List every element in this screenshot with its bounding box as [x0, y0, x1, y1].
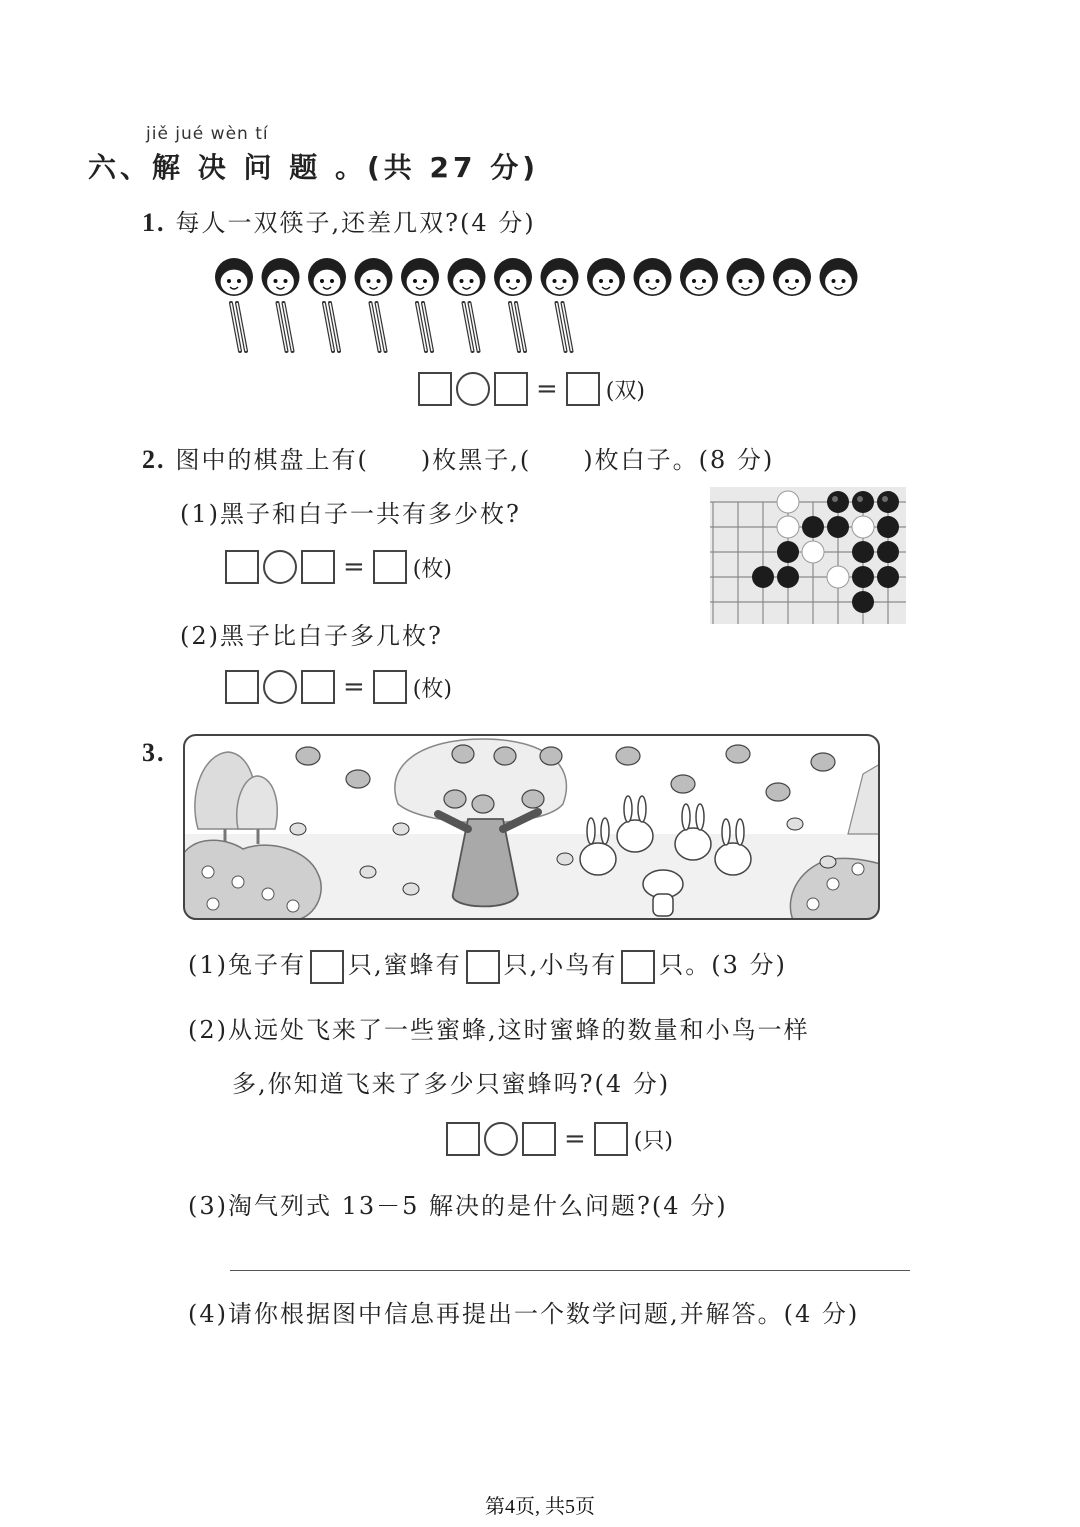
go-board-image — [710, 487, 906, 624]
q3-2-answer-box-2[interactable] — [522, 1122, 556, 1156]
person-face-icon — [680, 258, 718, 296]
chopsticks-icon — [324, 303, 339, 351]
q3-sub3: (3)淘气列式 13－5 解决的是什么问题?(4 分) — [188, 1192, 728, 1220]
q2-1-answer-box-2[interactable] — [301, 550, 335, 584]
q2-number: 2. — [142, 445, 166, 474]
section-title: 六、解 决 问 题 。(共 27 分) — [88, 151, 540, 184]
q2-2-operator-circle[interactable] — [263, 670, 297, 704]
person-face-icon — [215, 258, 253, 296]
q2-prompt — [142, 440, 774, 475]
q3-prompt — [142, 738, 176, 768]
q1-equation — [418, 372, 645, 406]
person-face-icon — [587, 258, 625, 296]
chopsticks-icon — [557, 303, 572, 351]
q3-2-operator-circle[interactable] — [484, 1122, 518, 1156]
chopsticks-icon — [417, 303, 432, 351]
section-pinyin: jiě jué wèn tí — [146, 124, 269, 144]
q2-text: 图中的棋盘上有( )枚黑子,( )枚白子。(8 分) — [175, 446, 775, 474]
q3-number: 3. — [142, 738, 166, 767]
person-face-icon — [727, 258, 765, 296]
q1-operator-circle[interactable] — [456, 372, 490, 406]
q3-2-result-box[interactable] — [594, 1122, 628, 1156]
q1-answer-box-2[interactable] — [494, 372, 528, 406]
chopsticks-icon — [510, 303, 525, 351]
chopsticks-icon — [278, 303, 293, 351]
q1-text: 每人一双筷子,还差几双?(4 分) — [175, 209, 536, 237]
q3-2-answer-box-1[interactable] — [446, 1122, 480, 1156]
chopsticks-icon — [231, 303, 246, 351]
equals-sign: = — [343, 672, 365, 702]
chopsticks-icon — [371, 303, 386, 351]
q3-2-unit: (只) — [633, 1128, 673, 1154]
q2-sub2-equation — [225, 670, 452, 704]
q3-sub1-bees-label: 只,蜜蜂有 — [348, 951, 462, 979]
q2-sub1-equation — [225, 550, 452, 584]
person-face-icon — [355, 258, 393, 296]
q2-1-result-box[interactable] — [373, 550, 407, 584]
q2-1-answer-box-1[interactable] — [225, 550, 259, 584]
person-face-icon — [820, 258, 858, 296]
q2-sub1: (1)黑子和白子一共有多少枚? — [180, 500, 521, 528]
q2-1-unit: (枚) — [412, 556, 452, 582]
q1-answer-box-1[interactable] — [418, 372, 452, 406]
q1-unit: (双) — [605, 378, 645, 404]
q3-sub3-answer-line[interactable] — [230, 1270, 910, 1271]
person-face-icon — [773, 258, 811, 296]
forest-scene-illustration — [183, 734, 880, 920]
q2-2-result-box[interactable] — [373, 670, 407, 704]
q3-sub2-line2: 多,你知道飞来了多少只蜜蜂吗?(4 分) — [232, 1070, 671, 1098]
q3-sub4: (4)请你根据图中信息再提出一个数学问题,并解答。(4 分) — [188, 1300, 860, 1328]
q3-sub2-equation — [446, 1122, 673, 1156]
q1-prompt — [142, 203, 536, 238]
q2-sub2: (2)黑子比白子多几枚? — [180, 622, 443, 650]
bird-count-box[interactable] — [621, 950, 655, 984]
q3-sub1-rabbits-label: (1)兔子有 — [188, 951, 306, 979]
equals-sign: = — [536, 374, 558, 404]
q3-sub2-line1: (2)从远处飞来了一些蜜蜂,这时蜜蜂的数量和小鸟一样 — [188, 1016, 810, 1044]
chopsticks-icon — [464, 303, 479, 351]
q3-sub1-birds-label: 只,小鸟有 — [503, 951, 618, 979]
person-face-icon — [308, 258, 346, 296]
q2-2-unit: (枚) — [412, 676, 452, 702]
q3-sub1-suffix: 只。(3 分) — [659, 951, 787, 979]
page-footer: 第4页, 共5页 — [485, 1496, 595, 1518]
person-face-icon — [401, 258, 439, 296]
person-face-icon — [262, 258, 300, 296]
equals-sign: = — [343, 552, 365, 582]
q1-result-box[interactable] — [566, 372, 600, 406]
rabbit-count-box[interactable] — [310, 950, 344, 984]
person-face-icon — [541, 258, 579, 296]
q2-1-operator-circle[interactable] — [263, 550, 297, 584]
person-face-icon — [634, 258, 672, 296]
person-face-icon — [494, 258, 532, 296]
q2-2-answer-box-2[interactable] — [301, 670, 335, 704]
people-chopsticks-illustration — [210, 255, 870, 355]
equals-sign: = — [564, 1124, 586, 1154]
q3-sub1 — [188, 945, 787, 984]
q1-number: 1. — [142, 208, 166, 237]
person-face-icon — [448, 258, 486, 296]
bee-count-box[interactable] — [466, 950, 500, 984]
q2-2-answer-box-1[interactable] — [225, 670, 259, 704]
